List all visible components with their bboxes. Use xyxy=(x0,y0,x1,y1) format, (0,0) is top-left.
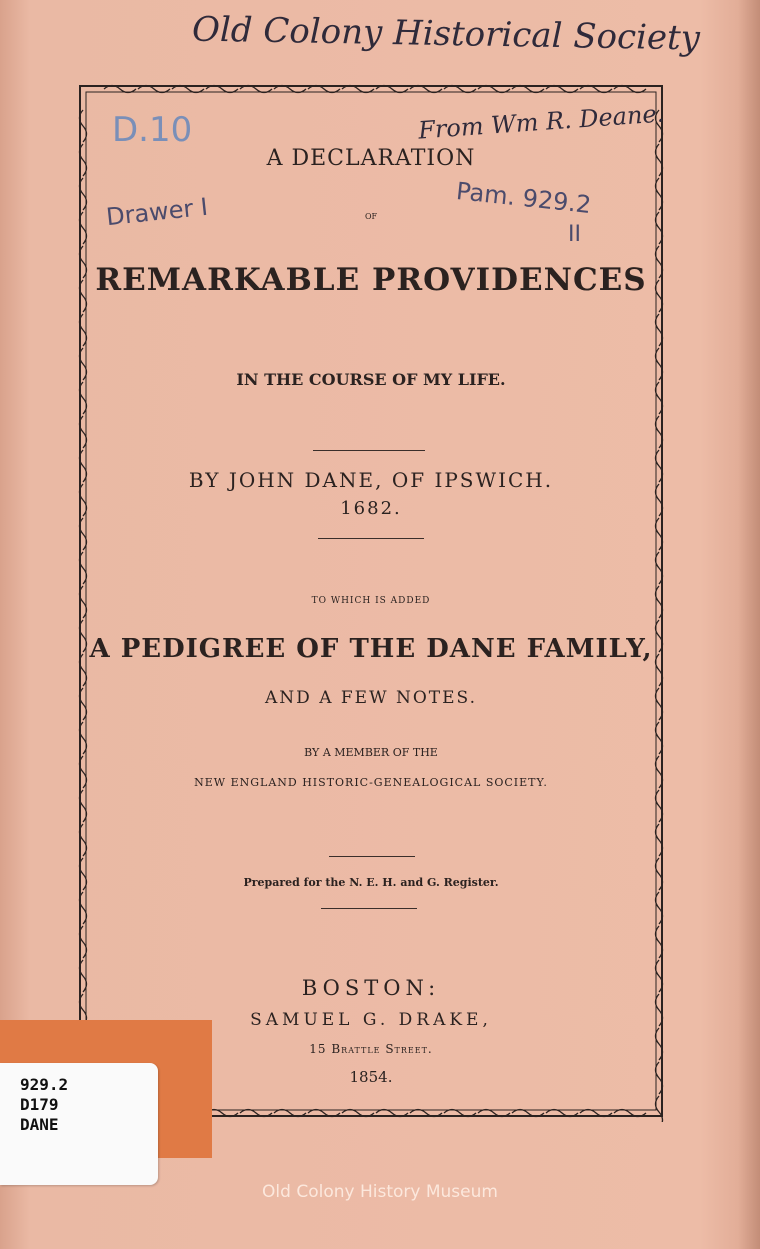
prepared-note: Prepared for the N. E. H. and G. Register. xyxy=(243,876,499,889)
imprint-city: BOSTON: xyxy=(301,976,441,1000)
divider xyxy=(318,538,424,539)
pencil-pamphlet-number: Pam. 929.2 xyxy=(454,176,593,220)
handwritten-society-name: Old Colony Historical Society xyxy=(191,9,701,59)
added-intro: TO WHICH IS ADDED xyxy=(311,596,431,606)
member-line-1: BY A MEMBER OF THE xyxy=(304,746,438,759)
imprint-street: 15 Brattle Street. xyxy=(309,1042,433,1056)
title-declaration: A DECLARATION xyxy=(266,146,476,171)
page-edge-shadow xyxy=(738,0,760,1249)
call-number-line-2: D179 xyxy=(20,1095,59,1114)
pencil-roman-two: II xyxy=(568,222,581,247)
pencil-d10: D.10 xyxy=(112,110,193,150)
few-notes: AND A FEW NOTES. xyxy=(265,688,477,708)
pencil-drawer: Drawer I xyxy=(104,192,210,232)
imprint-year: 1854. xyxy=(349,1068,393,1086)
imprint-publisher: SAMUEL G. DRAKE, xyxy=(250,1010,492,1030)
divider xyxy=(329,856,415,857)
member-line-2: NEW ENGLAND HISTORIC-GENEALOGICAL SOCIETY. xyxy=(194,776,548,789)
handwritten-donor: From Wm R. Deane. xyxy=(417,99,666,145)
author-line: BY JOHN DANE, OF IPSWICH. xyxy=(188,468,554,492)
call-number-line-1: 929.2 xyxy=(20,1075,69,1094)
call-number-line-3: DANE xyxy=(20,1115,59,1134)
divider xyxy=(313,450,425,451)
pedigree-heading: A PEDIGREE OF THE DANE FAMILY, xyxy=(89,634,653,664)
title-remarkable-providences: REMARKABLE PROVIDENCES xyxy=(95,262,647,298)
museum-watermark: Old Colony History Museum xyxy=(262,1182,498,1202)
author-year: 1682. xyxy=(340,498,402,519)
call-number-label xyxy=(0,1063,158,1185)
title-of: OF xyxy=(364,212,378,221)
title-course-of-life: IN THE COURSE OF MY LIFE. xyxy=(236,370,506,389)
divider xyxy=(321,908,417,909)
